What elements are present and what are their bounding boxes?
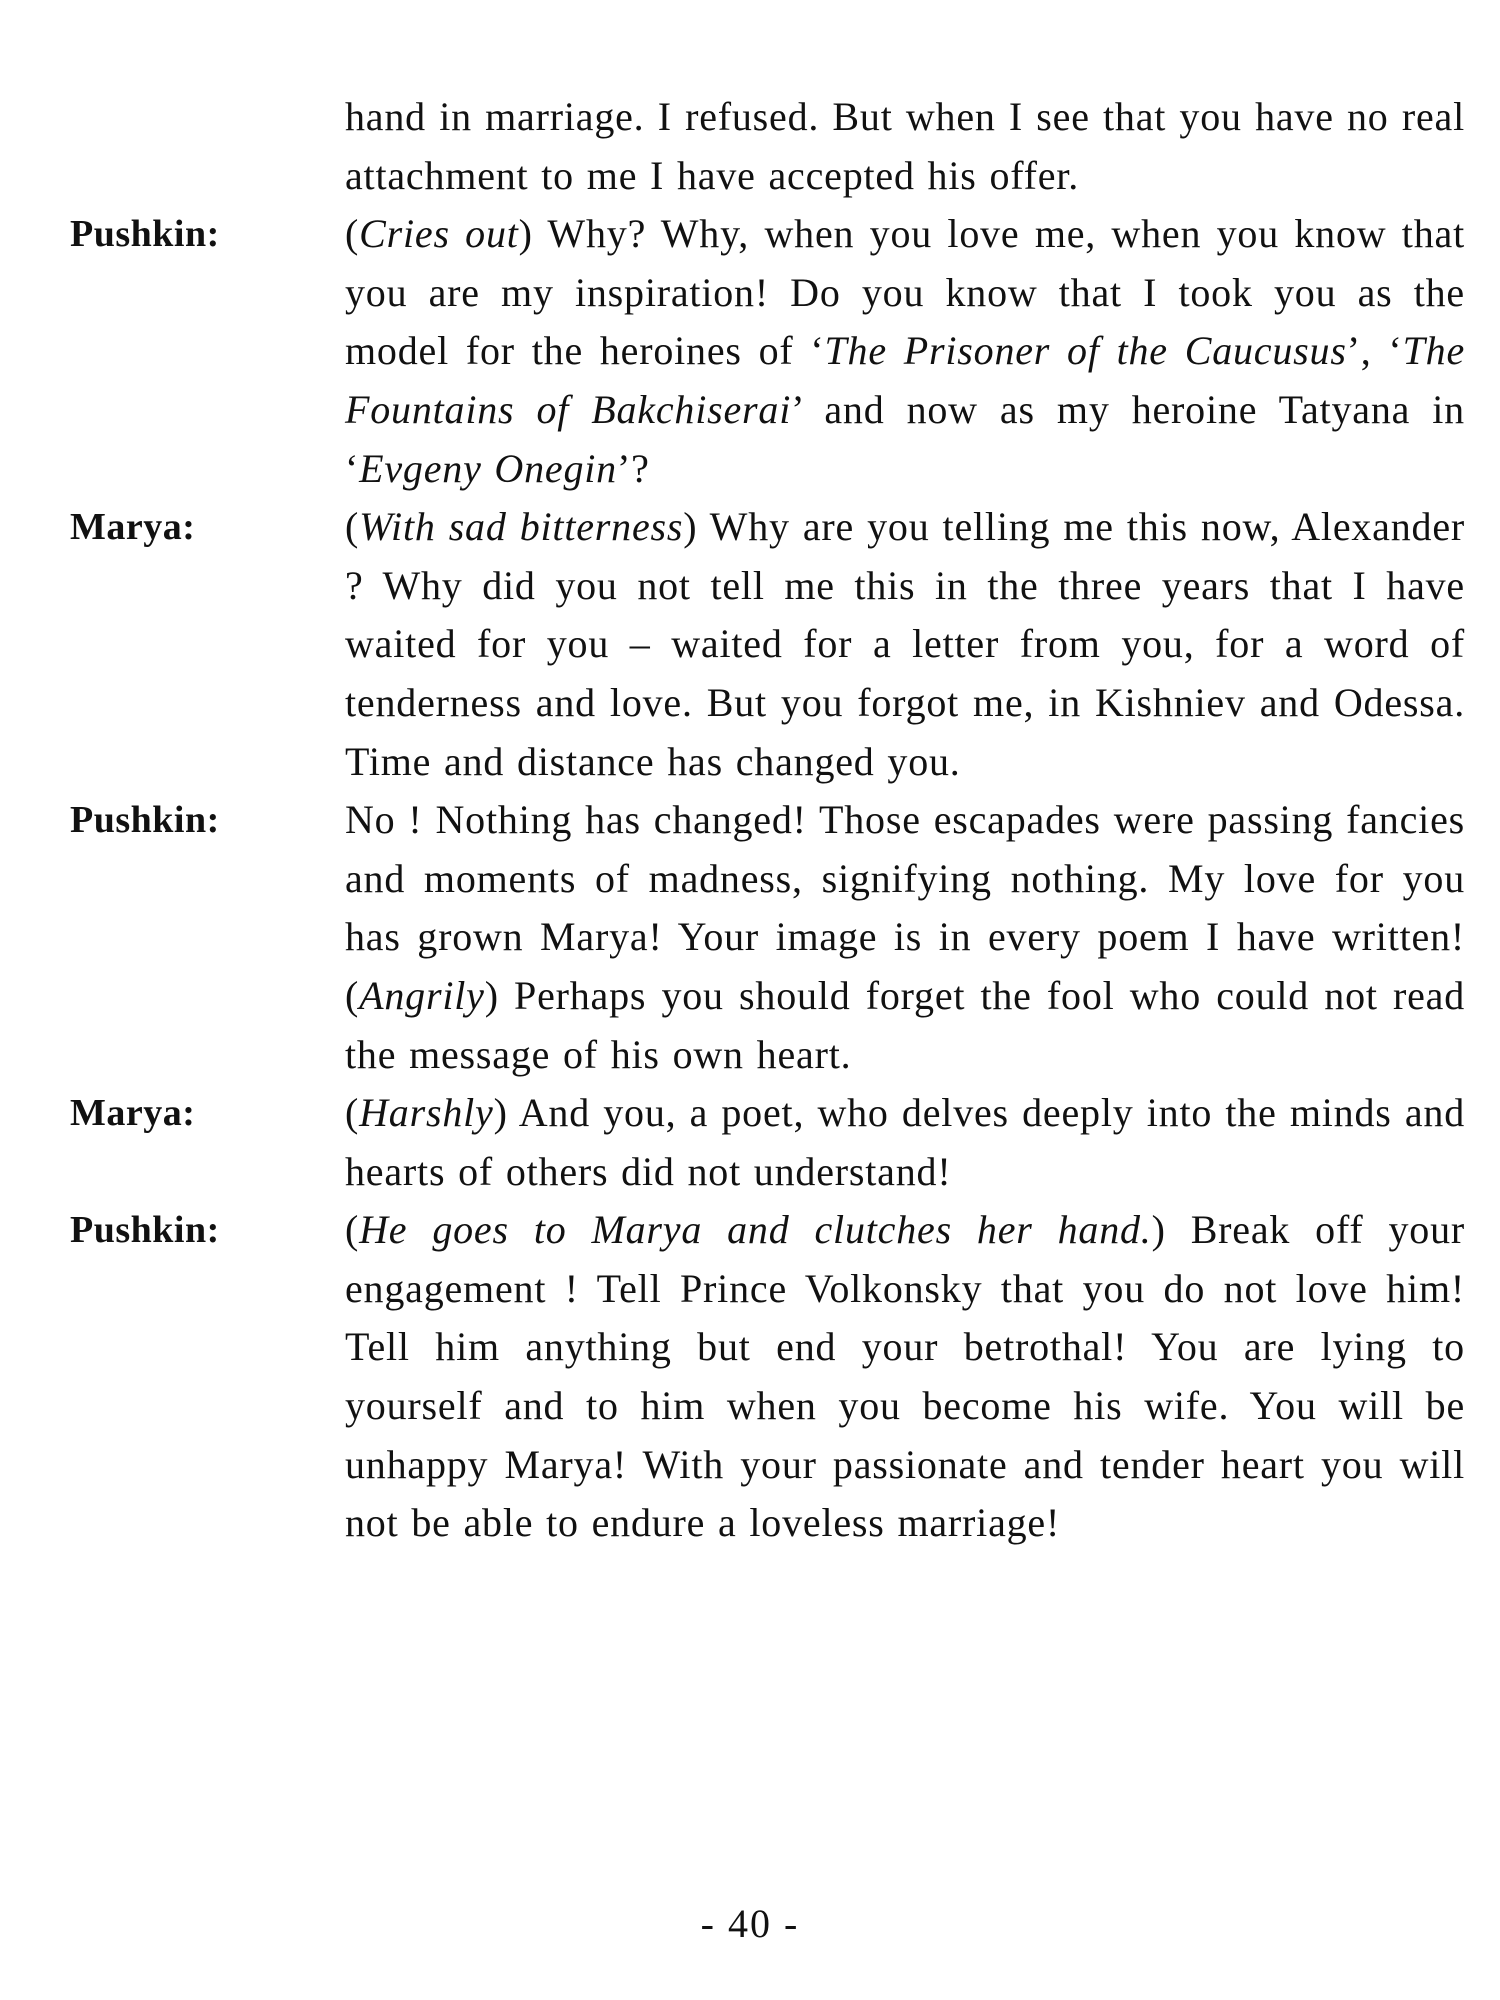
dialogue-entry xyxy=(0,498,1500,791)
dialogue-text xyxy=(345,205,1465,498)
speech-text: ( xyxy=(345,1090,360,1136)
dialogue-entry xyxy=(0,88,1500,205)
dialogue-text xyxy=(345,88,1465,205)
stage-direction: Cries out xyxy=(359,211,519,257)
speech-text: ) Why? Why, when you love me, when you know that you are my inspiration! Do you know that I took you as the model for the heroines of ‘ xyxy=(345,211,1465,374)
speech-text: ( xyxy=(345,504,360,550)
stage-direction: Harshly xyxy=(359,1090,494,1136)
stage-direction: Evgeny Onegin xyxy=(359,445,617,491)
speech-text: ( xyxy=(345,211,360,257)
speech-text: ) Why are you telling me this now, Alexander ? Why did you not tell me this in the three years that I have waited for you – waited for a letter from you, for a word of tenderness and love. But you forgot me, in Kishniev and Odessa. Time and distance has changed you. xyxy=(345,504,1465,784)
speech-text: ) Perhaps you should forget the fool who could not read the message of his own heart. xyxy=(345,972,1465,1077)
speaker-name: Pushkin: xyxy=(70,213,220,256)
speech-text: ) And you, a poet, who delves deeply into the minds and hearts of others did not understand! xyxy=(345,1090,1465,1194)
stage-direction: Angrily xyxy=(359,972,485,1018)
stage-direction: The Prisoner of the Caucusus xyxy=(824,328,1347,374)
speech-text: ( xyxy=(345,1207,360,1253)
dialogue-text xyxy=(345,498,1465,791)
stage-direction: With sad bitterness xyxy=(359,504,684,550)
dialogue-entry xyxy=(0,791,1500,1084)
speech-text: No ! Nothing has changed! Those escapades were passing fancies and moments of madness, signifying nothing. My love for you has grown Marya! Your image is in every poem I have written! ( xyxy=(345,797,1465,1018)
speaker-name: Pushkin: xyxy=(70,799,220,842)
dialogue-text xyxy=(345,1201,1465,1553)
page-number: - 40 - xyxy=(700,1901,800,1946)
speech-text: ’? xyxy=(616,445,650,491)
speaker-name: Marya: xyxy=(70,1092,196,1135)
dialogue-entry xyxy=(0,205,1500,498)
speech-text: ’ and now as my heroine Tatyana in ‘ xyxy=(345,386,1465,491)
speech-text: hand in marriage. I refused. But when I see that you have no real attachment to me I have accepted his offer. xyxy=(345,94,1465,198)
speaker-name: Marya: xyxy=(70,506,196,549)
speech-text: ) Break off your engagement ! Tell Prince Volkonsky that you do not love him! Tell him anything but end your betrothal! You are lying to yourself and to him when you become his wife. You will be unhappy Marya! With your passionate and tender heart you will not be able to endure a loveless marriage! xyxy=(345,1207,1465,1546)
dialogue-entry xyxy=(0,1084,1500,1201)
stage-direction: The Fountains of Bakchiserai xyxy=(345,328,1465,432)
dialogue-entry xyxy=(0,1201,1500,1553)
dialogue-text xyxy=(345,1084,1465,1201)
speech-text: ’, ‘ xyxy=(1346,328,1403,374)
stage-direction: He goes to Marya and clutches her hand. xyxy=(359,1207,1152,1253)
dialogue-text xyxy=(345,791,1465,1084)
play-script xyxy=(0,88,1500,1553)
speaker-name: Pushkin: xyxy=(70,1209,220,1252)
